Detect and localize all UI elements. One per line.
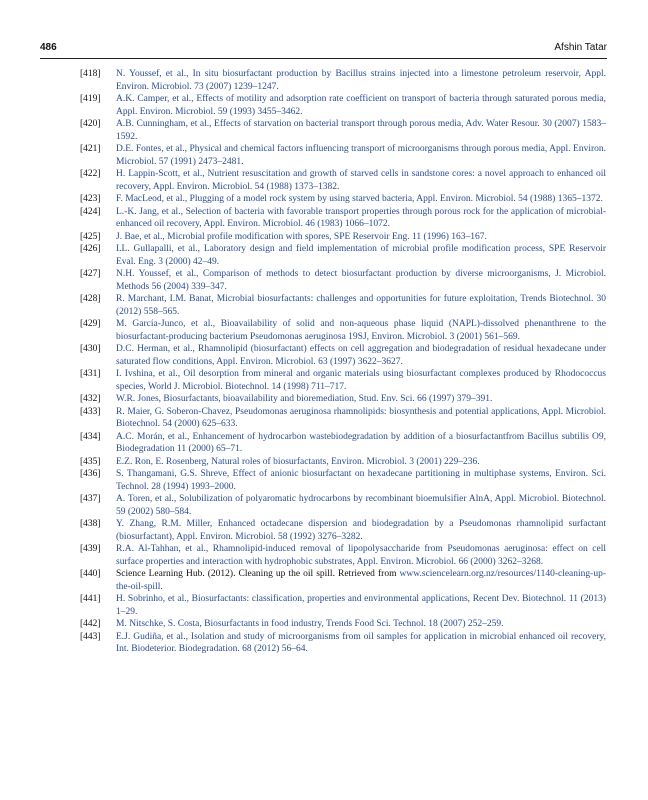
reference-index: [426] <box>80 244 101 254</box>
reference-text <box>116 193 606 206</box>
reference-text <box>116 406 606 431</box>
reference-text <box>116 118 606 143</box>
running-author: Afshin Tatar <box>554 42 607 53</box>
reference-citation: M. Nitschke, S. Costa, Biosurfactants in food industry, Trends Food Sci. Technol. 18 (2007) 252–259. <box>116 619 504 629</box>
reference-item <box>80 593 606 618</box>
reference-citation: I. Ivshina, et al., Oil desorption from mineral and organic materials using biosurfactant complexes produced by Rhodococcus species, World J. Microbiol. Biotechnol. 14 (1998) 711–717. <box>116 369 606 392</box>
reference-item <box>80 431 606 456</box>
reference-item <box>80 168 606 193</box>
reference-index: [433] <box>80 406 101 417</box>
reference-text <box>116 368 606 393</box>
reference-index: [438] <box>80 519 101 529</box>
reference-index: [422] <box>80 169 101 179</box>
reference-text <box>116 568 606 593</box>
reference-text <box>116 68 606 93</box>
reference-index: [437] <box>80 494 101 504</box>
reference-index: [439] <box>80 544 101 554</box>
reference-citation: S. Thangamani, G.S. Shreve, Effect of anionic biosurfactant on hexadecane partitioning in multiphase systems, Environ. Sci. Technol. 28 (1994) 1993–2000. <box>116 469 606 492</box>
reference-citation: M. García-Junco, et al., Bioavailability of solid and non-aqueous phase liquid (NAPL)-dissolved phenanthrene to the biosurfactant-producing bacterium Pseudomonas aeruginosa 19SJ, Environ. Microbiol. 3 (2001) 561–569. <box>116 319 606 342</box>
reference-text <box>116 343 606 368</box>
reference-index: [419] <box>80 94 101 104</box>
reference-citation: A.K. Camper, et al., Effects of motility and adsorption rate coefficient on transport of bacteria through saturated porous media, Appl. Environ. Microbiol. 59 (1993) 3455–3462. <box>116 94 606 117</box>
reference-text <box>116 456 606 469</box>
reference-citation: A.C. Morán, et al., Enhancement of hydrocarbon wastebiodegradation by addition of a biosurfactantfrom Bacillus subtilis O9, Biodegradation 11 (2000) 65–71. <box>116 431 606 454</box>
reference-item <box>80 193 606 206</box>
reference-link[interactable]: www.sciencelearn.org.nz/resources/1140-cleaning-up-the-oil-spill. <box>116 569 606 592</box>
reference-item <box>80 68 606 93</box>
reference-text <box>116 318 606 343</box>
reference-citation: D.C. Herman, et al., Rhamnolipid (biosurfactant) effects on cell aggregation and biodegradation of residual hexadecane under saturated flow conditions, Appl. Environ. Microbiol. 63 (1997) 3622–3627. <box>116 344 606 367</box>
reference-index: [431] <box>80 369 101 379</box>
reference-text <box>116 93 606 118</box>
reference-index: [436] <box>80 469 101 479</box>
reference-item <box>80 343 606 368</box>
reference-citation: A. Toren, et al., Solubilization of polyaromatic hydrocarbons by recombinant bioemulsifier AlnA, Appl. Microbiol. Biotechnol. 59 (2002) 580–584. <box>116 494 606 517</box>
reference-citation: W.R. Jones, Biosurfactants, bioavailability and bioremediation, Stud. Env. Sci. 66 (1997) 379–391. <box>116 394 493 404</box>
reference-item <box>80 618 606 631</box>
reference-text <box>116 518 606 543</box>
reference-item <box>80 293 606 318</box>
reference-item <box>80 493 606 518</box>
reference-index: [432] <box>80 394 101 404</box>
reference-index: [435] <box>80 456 101 467</box>
reference-text <box>116 468 606 493</box>
reference-item <box>80 406 606 431</box>
reference-list <box>80 68 606 656</box>
reference-item <box>80 468 606 493</box>
reference-index: [420] <box>80 119 101 129</box>
reference-item <box>80 543 606 568</box>
reference-citation: E.Z. Ron, E. Rosenberg, Natural roles of biosurfactants, Environ. Microbiol. 3 (2001) 229–236. <box>116 456 480 467</box>
reference-text <box>116 143 606 168</box>
reference-citation: D.E. Fontes, et al., Physical and chemical factors influencing transport of microorganisms through porous media, Appl. Environ. Microbiol. 57 (1991) 2473–2481. <box>116 144 606 167</box>
reference-citation: E.J. Gudiña, et al., Isolation and study of microorganisms from oil samples for application in microbial enhanced oil recovery, Int. Biodeterior. Biodegradation. 68 (2012) 56–64. <box>116 631 606 654</box>
reference-item <box>80 143 606 168</box>
reference-index: [427] <box>80 269 101 279</box>
header-rule <box>40 58 607 59</box>
reference-citation: R.A. Al-Tahhan, et al., Rhamnolipid-induced removal of lipopolysaccharide from Pseudomonas aeruginosa: effect on cell surface properties and interaction with hydrophobic substrates, Appl. Environ. Microbiol. 66 (2000) 3262–3268. <box>116 544 606 567</box>
reference-citation: N.H. Youssef, et al., Comparison of methods to detect biosurfactant production by diverse microorganisms, J. Microbiol. Methods 56 (2004) 339–347. <box>116 269 606 292</box>
reference-text <box>116 206 606 231</box>
reference-citation: I.L. Gullapalli, et al., Laboratory design and field implementation of microbial profile modification process, SPE Reservoir Eval. Eng. 3 (2000) 42–49. <box>116 244 606 267</box>
reference-item <box>80 318 606 343</box>
reference-index: [434] <box>80 431 101 442</box>
reference-text <box>116 618 606 631</box>
reference-index: [443] <box>80 631 101 642</box>
reference-citation: L.-K. Jang, et al., Selection of bacteria with favorable transport properties through porous rock for the application of microbial-enhanced oil recovery, Appl. Environ. Microbiol. 46 (1983) 1066–1072. <box>116 206 606 229</box>
reference-index: [428] <box>80 294 101 304</box>
reference-index: [429] <box>80 319 101 329</box>
reference-text <box>116 168 606 193</box>
reference-item <box>80 393 606 406</box>
reference-text <box>116 293 606 318</box>
reference-index: [441] <box>80 594 101 604</box>
reference-item <box>80 206 606 231</box>
reference-text <box>116 431 606 456</box>
reference-citation: H. Sobrinho, et al., Biosurfactants: classification, properties and environmental applications, Recent Dev. Biotechnol. 11 (2013) 1–29. <box>116 594 606 617</box>
reference-text <box>116 493 606 518</box>
reference-citation: N. Youssef, et al., In situ biosurfactant production by Bacillus strains injected into a limestone petroleum reservoir, Appl. Environ. Microbiol. 73 (2007) 1239–1247. <box>116 69 606 92</box>
reference-citation: J. Bae, et al., Microbial profile modification with spores, SPE Reservoir Eng. 11 (1996) 163–167. <box>116 231 487 242</box>
reference-item <box>80 456 606 469</box>
reference-index: [425] <box>80 231 101 242</box>
reference-index: [442] <box>80 619 101 629</box>
reference-citation: H. Lappin-Scott, et al., Nutrient resuscitation and growth of starved cells in sandstone cores: a novel approach to enhanced oil recovery, Appl. Environ. Microbiol. 54 (1988) 1373–1382. <box>116 169 606 192</box>
reference-index: [421] <box>80 144 101 154</box>
reference-item <box>80 368 606 393</box>
reference-item <box>80 231 606 244</box>
reference-item <box>80 518 606 543</box>
reference-item <box>80 93 606 118</box>
reference-text <box>116 543 606 568</box>
reference-text <box>116 243 606 268</box>
reference-text <box>116 593 606 618</box>
reference-text <box>116 393 606 406</box>
reference-citation: R. Maier, G. Soberon-Chavez, Pseudomonas aeruginosa rhamnolipids: biosynthesis and potential applications, Appl. Microbiol. Biotechnol. 54 (2000) 625–633. <box>116 406 606 429</box>
reference-index: [418] <box>80 69 101 79</box>
reference-item <box>80 631 606 656</box>
reference-citation: Y. Zhang, R.M. Miller, Enhanced octadecane dispersion and biodegradation by a Pseudomonas rhamnolipid surfactant (biosurfactant), Appl. Environ. Microbiol. 58 (1992) 3276–3282. <box>116 519 606 542</box>
reference-item <box>80 243 606 268</box>
reference-item <box>80 568 606 593</box>
reference-text <box>116 631 606 656</box>
reference-index: [424] <box>80 206 101 217</box>
reference-citation: R. Marchant, I.M. Banat, Microbial biosurfactants: challenges and opportunities for future exploitation, Trends Biotechnol. 30 (2012) 558–565. <box>116 294 606 317</box>
reference-item <box>80 268 606 293</box>
reference-index: [440] <box>80 569 101 579</box>
page-number: 486 <box>40 42 57 53</box>
reference-citation: F. MacLeod, et al., Plugging of a model rock system by using starved bacteria, Appl. Environ. Microbiol. 54 (1988) 1365–1372. <box>116 194 603 204</box>
reference-index: [423] <box>80 194 101 204</box>
reference-item <box>80 118 606 143</box>
reference-citation: A.B. Cunningham, et al., Effects of starvation on bacterial transport through porous media, Adv. Water Resour. 30 (2007) 1583–1592. <box>116 119 606 142</box>
reference-text <box>116 268 606 293</box>
reference-index: [430] <box>80 344 101 354</box>
reference-citation: Science Learning Hub. (2012). Cleaning up the oil spill. Retrieved from <box>116 569 400 579</box>
running-header <box>40 42 607 56</box>
reference-text <box>116 231 606 244</box>
